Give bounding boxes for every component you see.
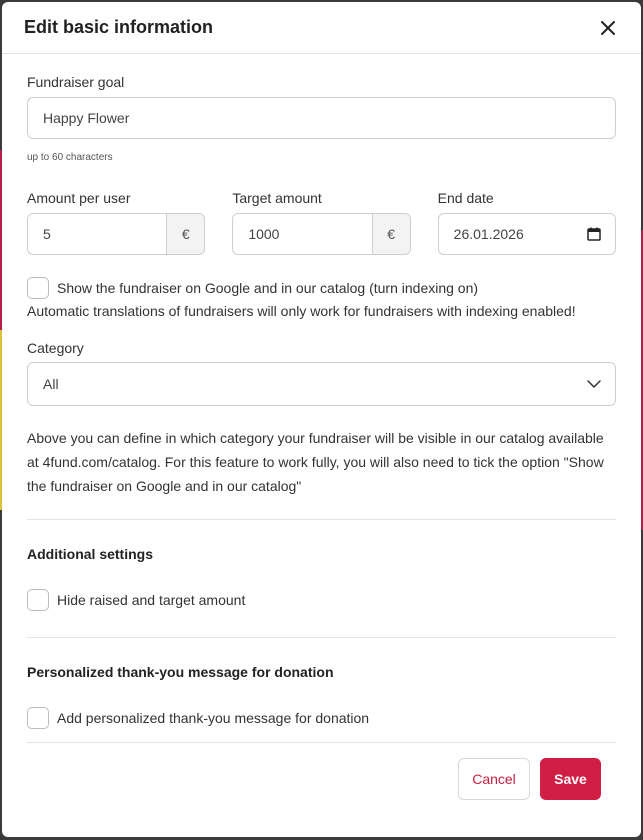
- end-date-label: End date: [437, 190, 494, 206]
- category-selected-value: All: [43, 376, 59, 392]
- target-amount-value: 1000: [248, 226, 280, 242]
- save-button[interactable]: Save: [540, 758, 601, 800]
- edit-basic-information-modal: [2, 2, 641, 837]
- indexing-note: Automatic translations of fundraisers will only work for fundraisers with indexing enabled!: [27, 303, 576, 319]
- target-amount-group: [232, 190, 410, 255]
- amount-per-user-input[interactable]: [27, 213, 205, 255]
- amount-per-user-group: [27, 190, 205, 255]
- additional-settings-title: Additional settings: [27, 546, 153, 562]
- amount-per-user-label: Amount per user: [27, 190, 131, 206]
- thank-you-checkbox-label[interactable]: Add personalized thank-you message for donation: [57, 710, 370, 726]
- thank-you-title: Personalized thank-you message for donation: [27, 664, 334, 680]
- cancel-button[interactable]: Cancel: [458, 758, 530, 800]
- hide-amount-checkbox[interactable]: [27, 589, 49, 611]
- category-label: Category: [27, 340, 84, 356]
- divider: [27, 519, 616, 520]
- category-select[interactable]: [27, 362, 616, 406]
- modal-footer: [27, 758, 616, 800]
- target-amount-input[interactable]: [232, 213, 410, 255]
- indexing-checkbox[interactable]: [27, 277, 49, 299]
- amount-per-user-value: 5: [43, 226, 51, 242]
- divider: [27, 637, 616, 638]
- end-date-value: 26.01.2026: [453, 226, 524, 242]
- divider: [27, 742, 616, 743]
- end-date-input[interactable]: [438, 213, 616, 255]
- currency-suffix: €: [372, 214, 410, 254]
- close-icon: [601, 21, 615, 35]
- close-button[interactable]: [597, 17, 619, 39]
- hide-amount-label[interactable]: Hide raised and target amount: [57, 592, 246, 608]
- modal-header: [2, 2, 641, 54]
- fundraiser-goal-label: Fundraiser goal: [27, 74, 125, 90]
- indexing-checkbox-label[interactable]: Show the fundraiser on Google and in our catalog (turn indexing on): [57, 280, 479, 296]
- fundraiser-goal-value: Happy Flower: [43, 110, 130, 126]
- fundraiser-goal-hint: up to 60 characters: [27, 152, 113, 163]
- chevron-down-icon: [587, 380, 601, 388]
- currency-suffix: €: [166, 214, 204, 254]
- end-date-group: [438, 190, 616, 255]
- fundraiser-goal-input[interactable]: [27, 97, 616, 139]
- target-amount-label: Target amount: [232, 190, 322, 206]
- thank-you-checkbox[interactable]: [27, 707, 49, 729]
- category-description: Above you can define in which category your fundraiser will be visible in our catalog available at 4fund.com/catalog. For this feature to work fully, you will also need to tick the option "Show the fundraiser on Google and in our catalog": [27, 430, 604, 494]
- modal-title: Edit basic information: [24, 17, 214, 37]
- calendar-icon[interactable]: [587, 227, 601, 241]
